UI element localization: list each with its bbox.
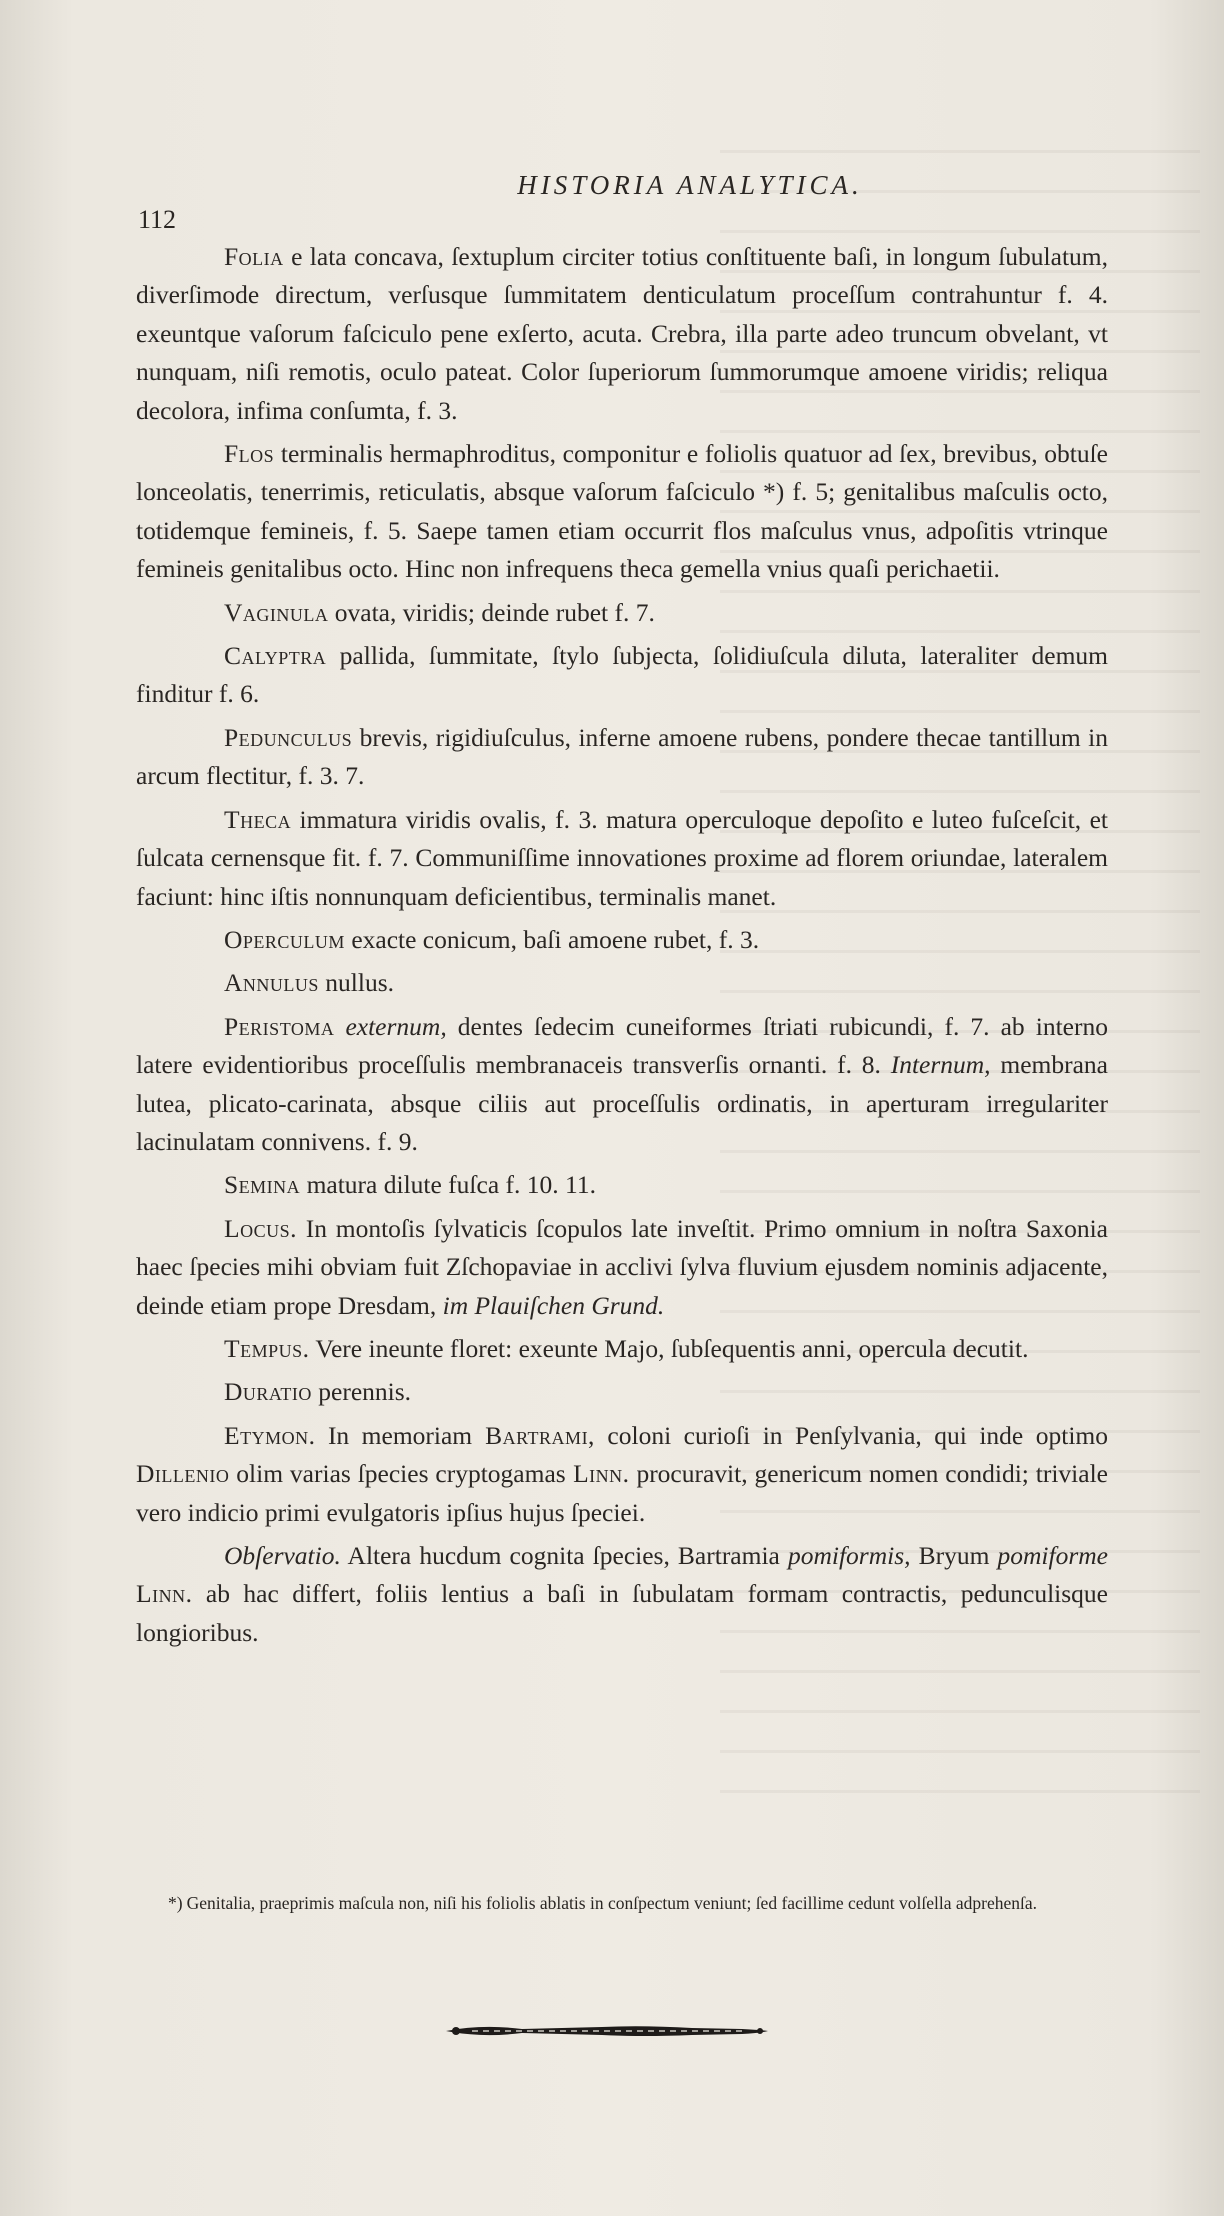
- paragraph-flos: [136, 435, 1108, 589]
- term: Semina: [224, 1170, 301, 1200]
- paragraph-text: ab hac differt, foliis lentius a baſi in ſubulatam formam contractis, pedunculisque longioribus.: [136, 1579, 1108, 1647]
- paragraph-pedunculus: [136, 719, 1108, 796]
- italic-text: pomiforme: [989, 1541, 1109, 1570]
- running-title: HISTORIA ANALYTICA.: [517, 170, 863, 200]
- paragraph-tempus: [136, 1330, 1108, 1368]
- paragraph-observatio: [136, 1537, 1108, 1652]
- term: Locus.: [224, 1213, 297, 1243]
- smallcaps-name: Linn.: [136, 1579, 193, 1609]
- term: Theca: [224, 804, 292, 834]
- footnote-text: Genitalia, praeprimis maſcula non, niſi his foliolis ablatis in conſpectum veniunt; ſed facillime cedunt volſella adprehenſa.: [186, 1893, 1038, 1913]
- paragraph-text: immatura viridis ovalis, f. 3. matura operculoque depoſito e luteo fuſceſcit, et ſulcata cernensque fit. f. 7. Communiſſime innovationes proxime ad florem oriundae, lateralem faciunt: hinc iſtis nonnunquam deficientibus, terminalis manet.: [136, 804, 1108, 911]
- paragraph-text: pallida, ſummitate, ſtylo ſubjecta, ſolidiuſcula diluta, lateraliter demum finditur f. 6.: [136, 641, 1108, 709]
- paragraph-etymon: [136, 1417, 1108, 1532]
- paragraph-text: olim varias ſpecies cryptogamas: [229, 1459, 566, 1489]
- paragraph-text: coloni curioſi in Penſylvania, qui inde optimo: [594, 1420, 1108, 1450]
- paragraph-folia: [136, 238, 1108, 430]
- term: Folia: [224, 242, 284, 271]
- paragraph-semina: [136, 1166, 1108, 1204]
- term: Tempus.: [224, 1333, 310, 1363]
- body-text: [136, 238, 1108, 1657]
- term-italic: externum,: [334, 1011, 447, 1041]
- paragraph-text: matura dilute fuſca f. 10. 11.: [300, 1170, 596, 1200]
- italic-text: Internum,: [880, 1050, 991, 1080]
- paragraph-text: nullus.: [318, 968, 395, 998]
- paragraph-text: dentes ſedecim cuneiformes ſtriati rubicundi, f. 7. ab interno latere evidentioribus proceſſulis membranaceis transverſis ornanti. f. 8.: [136, 1011, 1108, 1080]
- term: Peristoma: [224, 1011, 335, 1041]
- paragraph-vaginula: [136, 594, 1108, 632]
- paragraph-text: Altera hucdum cognita ſpecies, Bartramia: [340, 1541, 780, 1570]
- term-italic: Obſervatio.: [224, 1541, 341, 1570]
- term: Etymon.: [224, 1420, 316, 1450]
- paragraph-annulus: [136, 964, 1108, 1002]
- paragraph-text: brevis, rigidiuſculus, inferne amoene rubens, pondere thecae tantillum in arcum flectitur, f. 3. 7.: [136, 722, 1108, 791]
- term: Calyptra: [224, 641, 327, 671]
- page-number: 112: [138, 205, 177, 234]
- paragraph-text: perennis.: [311, 1377, 412, 1407]
- footnote: [168, 1890, 1108, 1916]
- paragraph-peristoma: [136, 1008, 1108, 1162]
- paragraph-duratio: [136, 1373, 1108, 1411]
- paragraph-text: e lata concava, ſextuplum circiter totius conſtituente baſi, in longum ſubulatum, diverſimode directum, verſusque ſummitatem denticulatum proceſſum contrahuntur f. 4. exeuntque vaſorum faſciculo pene exſerto, acuta. Crebra, illa parte adeo truncum obvelant, vt nunquam, niſi remotis, oculo pateat. Color ſuperiorum ſummorumque amoene viridis; reliqua decolora, infima conſumta, f. 3.: [136, 242, 1108, 425]
- italic-text: im Plauiſchen Grund.: [436, 1290, 665, 1320]
- smallcaps-name: Dillenio: [136, 1459, 230, 1489]
- term: Operculum: [224, 924, 345, 954]
- paragraph-text: terminalis hermaphroditus, componitur e foliolis quatuor ad ſex, brevibus, obtuſe lonceolatis, tenerrimis, reticulatis, absque vaſorum faſciculo *) f. 5; genitalibus maſculis octo, totidemque femineis, f. 5. Saepe tamen etiam occurrit flos maſculus vnus, adpoſitis vtrinque femineis genitalibus octo. Hinc non infrequens theca gemella vnius quaſi perichaetii.: [136, 439, 1108, 584]
- term: Pedunculus: [224, 722, 353, 752]
- paragraph-text: ovata, viridis; deinde rubet f. 7.: [328, 597, 655, 627]
- smallcaps-name: Linn.: [565, 1459, 630, 1489]
- engraved-rule-ornament-icon: [442, 2016, 772, 2046]
- term: Flos: [224, 439, 275, 469]
- paragraph-text: exacte conicum, baſi amoene rubet, f. 3.: [344, 924, 760, 954]
- term: Vaginula: [224, 597, 329, 627]
- paragraph-text: Bryum: [910, 1541, 990, 1570]
- paragraph-text: In montoſis ſylvaticis ſcopulos late inveſtit. Primo omnium in noſtra Saxonia haec ſpecies mihi obviam fuit Zſchopaviae in acclivi ſylva fluvium ejusdem nominis adjacente, deinde etiam prope Dresdam,: [136, 1213, 1108, 1320]
- paragraph-locus: [136, 1210, 1108, 1325]
- paragraph-operculum: [136, 921, 1108, 959]
- term: Annulus: [224, 968, 319, 998]
- paragraph-text: Vere ineunte floret: exeunte Majo, ſubſequentis anni, opercula decutit.: [309, 1333, 1029, 1363]
- paragraph-calyptra: [136, 637, 1108, 714]
- paragraph-theca: [136, 801, 1108, 916]
- paragraph-text: membrana lutea, plicato-carinata, absque ciliis aut proceſſulis ordinatis, in aperturam irregulariter lacinulatam connivens. f. 9.: [136, 1050, 1108, 1156]
- italic-text: pomiformis,: [779, 1541, 911, 1570]
- smallcaps-name: Bartrami,: [472, 1420, 595, 1450]
- paragraph-text: In memoriam: [315, 1420, 473, 1450]
- term: Duratio: [224, 1377, 312, 1407]
- paragraph-text: procuravit, genericum nomen condidi; triviale vero indicio primi evulgatoris ipſius hujus ſpeciei.: [136, 1459, 1108, 1527]
- footnote-mark: *): [168, 1893, 183, 1913]
